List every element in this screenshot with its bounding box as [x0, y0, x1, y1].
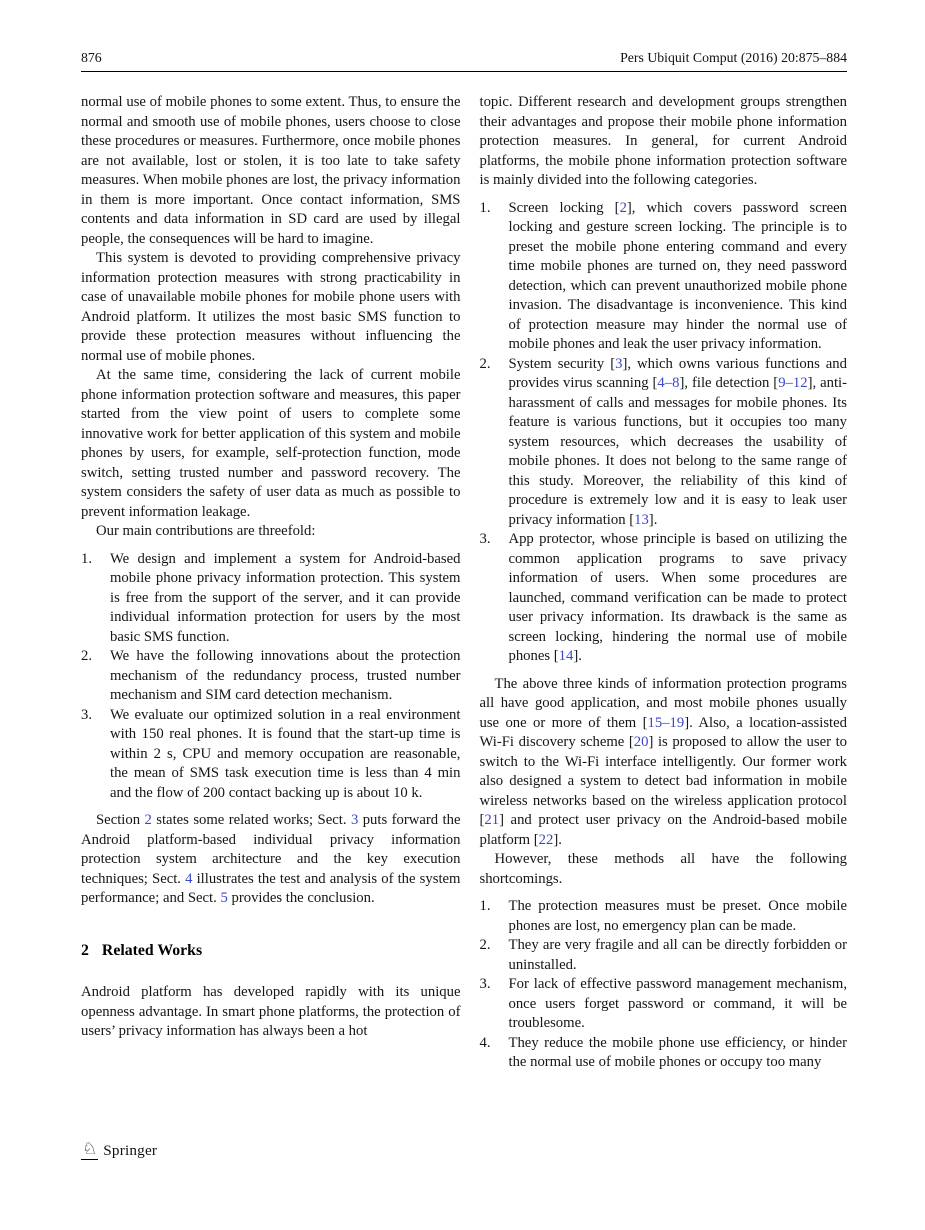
list-marker: 1.	[479, 199, 491, 216]
text-segment: ], which covers password screen locking and gesture screen locking. The principle is to preset the mobile phone entering command and every time mobile phones are turned on, they need password detection, which can prevent unauthorized mobile phone invasion. The disadvantage is inconvenience. This kind of protection measure may hinder the normal use of mobile phones and leak the user privacy information.	[508, 199, 847, 352]
paragraph	[479, 93, 847, 191]
text-segment: They reduce the mobile phone use efficiency, or hinder the normal use of mobile phones or occupy too many	[508, 1034, 847, 1070]
publisher-name: Springer	[103, 1141, 158, 1159]
section-heading	[81, 941, 460, 961]
text-segment: ].	[573, 648, 582, 664]
list-marker: 2.	[479, 937, 491, 953]
list-item	[81, 647, 460, 706]
list-item-text	[508, 975, 847, 1034]
article-body	[81, 93, 847, 1081]
paragraph	[479, 850, 847, 889]
list-item-text	[508, 936, 847, 975]
list-item	[81, 706, 460, 804]
text-segment: However, these methods all have the following shortcomings.	[479, 851, 847, 887]
text-segment: System security [	[508, 355, 616, 372]
text-segment: The protection measures must be preset. Once mobile phones are lost, no emergency plan can be made.	[508, 898, 847, 934]
list-item	[479, 897, 847, 936]
list-marker: 1.	[479, 898, 491, 914]
numbered-list	[479, 897, 847, 1073]
citation-link[interactable]: 13	[634, 511, 649, 528]
citation-link[interactable]: 15–19	[647, 714, 685, 731]
list-item-text	[110, 550, 460, 648]
text-segment: ].	[648, 511, 658, 528]
text-segment: ], file detection [	[679, 375, 779, 391]
text-segment: They are very fragile and all can be directly forbidden or uninstalled.	[508, 937, 847, 973]
list-item	[479, 936, 847, 975]
paragraph	[81, 93, 460, 249]
text-segment: We design and implement a system for Android-based mobile phone privacy information protection. This system is free from the support of the server, and it can provide individual information protection for users by the most basic SMS function.	[110, 550, 461, 645]
text-segment: puts forward the Android platform-based individual privacy information protection system architecture and the key execution techniques; Sect.	[81, 812, 461, 887]
text-segment: At the same time, considering the lack of current mobile phone information protection software and measures, this paper started from the view point of users to complete some innovative work for better application of this system and mobile phones by users, for example, self-protection function, mode switch, setting trusted number and password recovery. The system considers the safety of user data as much as possible to prevent information leakage.	[81, 367, 461, 520]
page-header	[81, 0, 847, 66]
list-item-text	[508, 897, 847, 936]
list-marker: 3.	[479, 976, 491, 992]
list-item-text	[508, 355, 847, 531]
text-segment: App protector, whose principle is based on utilizing the common application programs to save privacy information of users. When some procedures are launched, command verification can be made to protect user privacy information. Its drawback is the same as screen locking, hindering the normal use of mobile phones [	[508, 531, 847, 664]
list-item-text	[508, 530, 847, 667]
list-item	[81, 550, 460, 648]
text-segment: states some related works; Sect.	[151, 812, 351, 828]
left-column	[81, 93, 460, 1081]
section-number: 2	[81, 941, 89, 959]
paragraph	[81, 366, 460, 522]
list-marker: 3.	[479, 531, 491, 547]
citation-link[interactable]: 3	[350, 812, 359, 828]
text-segment: normal use of mobile phones to some extent. Thus, to ensure the normal and smooth use of mobile phones, users choose to close these procedures or measures. Furthermore, once mobile phones are not available, lost or stolen, it is too late to take safety measures. When mobile phones are lost, the privacy information in them is more important. Once contact information, SMS contents and data information in SD card are used by illegal people, the consequences will be hard to imagine.	[81, 94, 461, 247]
citation-link[interactable]: 14	[558, 648, 574, 664]
text-segment: Section	[96, 812, 145, 828]
text-segment: topic. Different research and development groups strengthen their advantages and propose their mobile phone information protection measures. In general, for current Android platforms, the mobile phone information protection software is mainly divided into the following categories.	[479, 94, 847, 188]
publisher-footer	[81, 1141, 157, 1160]
list-item-text	[110, 647, 460, 706]
list-marker: 2.	[81, 648, 93, 664]
list-marker: 1.	[81, 550, 93, 567]
paragraph	[81, 249, 460, 366]
text-segment: This system is devoted to providing comprehensive privacy information protection measures with strong practicability in case of unavailable mobile phones for mobile phone users with Android platform. It utilizes the most basic SMS function to provide these protection measures without influencing the normal use of mobile phones.	[81, 250, 461, 364]
list-item	[479, 199, 847, 355]
paragraph	[81, 983, 460, 1042]
header-rule	[81, 71, 847, 72]
citation-link[interactable]: 3	[615, 355, 623, 372]
list-item	[479, 530, 847, 667]
list-marker: 3.	[81, 706, 93, 723]
journal-reference: Pers Ubiquit Comput (2016) 20:875–884	[620, 50, 847, 65]
citation-link[interactable]: 2	[144, 812, 152, 828]
text-segment: ] is proposed to allow the user to switch to the Wi-Fi interface intelligently. Our former work also designed a system to detect bad information in mobile wireless networks based on the wireless application protocol [	[479, 734, 847, 828]
numbered-list	[81, 550, 460, 804]
list-item-text	[508, 1034, 847, 1073]
text-segment: ]. Also, a location-assisted Wi-Fi discovery scheme [	[479, 714, 847, 750]
list-item	[479, 355, 847, 531]
springer-logo-icon: ♘	[82, 1139, 98, 1159]
list-item-text	[508, 199, 847, 355]
text-segment: illustrates the test and analysis of the system performance; and Sect.	[81, 870, 461, 906]
right-column	[479, 93, 847, 1081]
numbered-list	[479, 199, 847, 667]
text-segment: ].	[553, 831, 562, 848]
citation-link[interactable]: 4	[185, 870, 193, 887]
text-segment: Our main contributions are threefold:	[96, 523, 316, 539]
text-segment: ], anti-harassment of calls and messages for mobile phones. Its feature is various functions, but it occupies too many system resources, which decreases the usability of mobile phones. It does not belong to the same range of this study. Moreover, the reliability of this kind of procedure is extremely low and it is easy to leak user privacy information [	[508, 375, 847, 528]
list-item	[479, 975, 847, 1034]
citation-link[interactable]: 9–12	[778, 375, 808, 391]
text-segment: We evaluate our optimized solution in a real environment with 150 real phones. It is found that the start-up time is within 2 s, CPU and memory occupation are reasonable, the mean of SMS task execution time is less than 4 min and the flow of 200 contact backing up is about 10 k.	[110, 706, 461, 801]
text-segment: ] and protect user privacy on the Android-based mobile platform [	[479, 812, 847, 848]
citation-link[interactable]: 21	[484, 812, 500, 828]
text-segment: We have the following innovations about the protection mechanism of the redundancy process, trusted number mechanism and SIM card detection mechanism.	[110, 648, 461, 703]
list-marker: 4.	[479, 1034, 491, 1051]
paragraph	[479, 675, 847, 851]
citation-link[interactable]: 5	[220, 890, 228, 906]
text-segment: Android platform has developed rapidly with its unique openness advantage. In smart phone platforms, the protection of users’ privacy information has always been a hot	[81, 984, 461, 1039]
text-segment: The above three kinds of information protection programs all have good application, and most mobile phones usually use one or more of them [	[479, 675, 847, 731]
list-marker: 2.	[479, 355, 491, 372]
list-item	[479, 1034, 847, 1073]
text-segment: Screen locking [	[508, 199, 620, 216]
citation-link[interactable]: 2	[619, 199, 627, 216]
paragraph	[81, 522, 460, 542]
text-segment: provides the conclusion.	[227, 890, 375, 906]
citation-link[interactable]: 4–8	[657, 375, 680, 391]
text-segment: For lack of effective password management mechanism, once users forget password or command, it will be troublesome.	[508, 976, 847, 1031]
citation-link[interactable]: 20	[633, 734, 649, 750]
list-item-text	[110, 706, 460, 804]
text-segment: ], which owns various functions and provides virus scanning [	[508, 355, 847, 391]
paragraph	[81, 811, 460, 909]
section-title: Related Works	[101, 941, 203, 959]
citation-link[interactable]: 22	[538, 831, 554, 848]
page-number: 876	[81, 50, 102, 65]
